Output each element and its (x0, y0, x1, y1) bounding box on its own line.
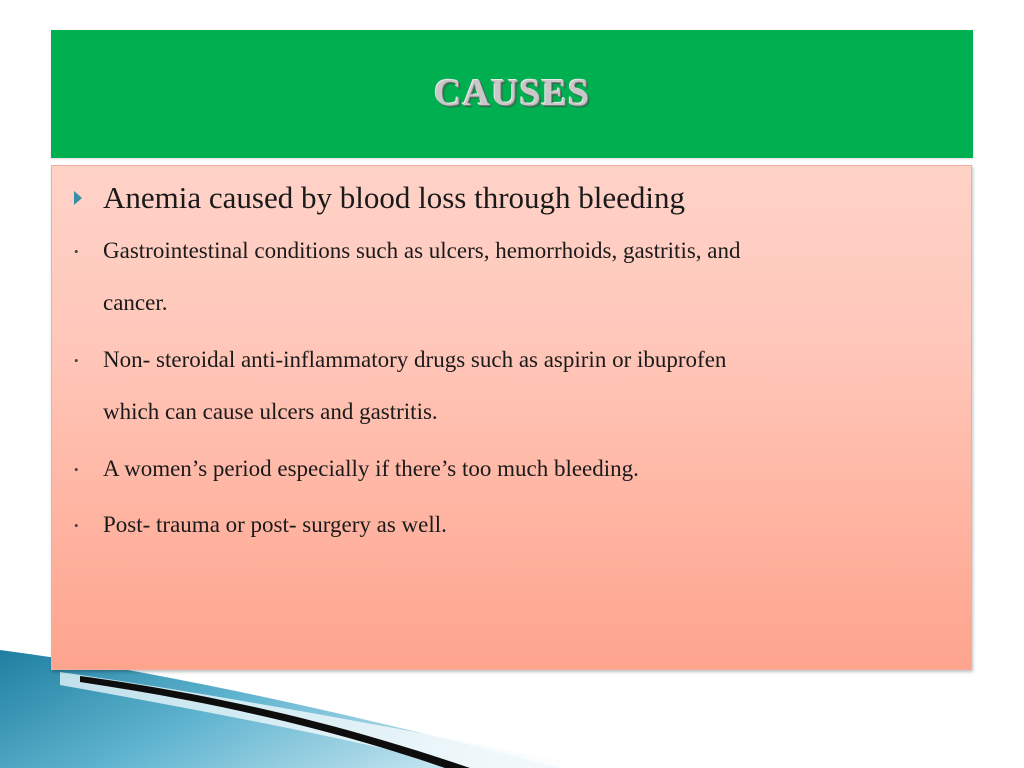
list-item-line: Post- trauma or post- surgery as well. (103, 512, 447, 537)
slide-title: CAUSES (434, 72, 590, 114)
list-item-line: which can cause ulcers and gastritis. (103, 399, 438, 424)
list-item-line: A women’s period especially if there’s too much bleeding. (103, 456, 639, 481)
list-item (52, 456, 971, 486)
list-item-line: Non- steroidal anti-inflammatory drugs such as aspirin or ibuprofen (103, 347, 727, 372)
heading-text: Anemia caused by blood loss through bleeding (103, 180, 686, 215)
heading-row (52, 180, 971, 220)
bullet-dot-icon: • (74, 462, 79, 477)
list-item (52, 512, 971, 542)
bullet-dot-icon: • (74, 353, 79, 368)
title-bar (51, 30, 973, 158)
triangle-arrow-icon (74, 191, 82, 205)
list-item (52, 238, 971, 318)
list-item (52, 347, 971, 427)
list-item-line: cancer. (103, 290, 168, 315)
bullet-dot-icon: • (74, 244, 79, 259)
bullet-dot-icon: • (74, 518, 79, 533)
list-item-line: Gastrointestinal conditions such as ulcers, hemorrhoids, gastritis, and (103, 238, 741, 263)
content-box (51, 165, 972, 670)
